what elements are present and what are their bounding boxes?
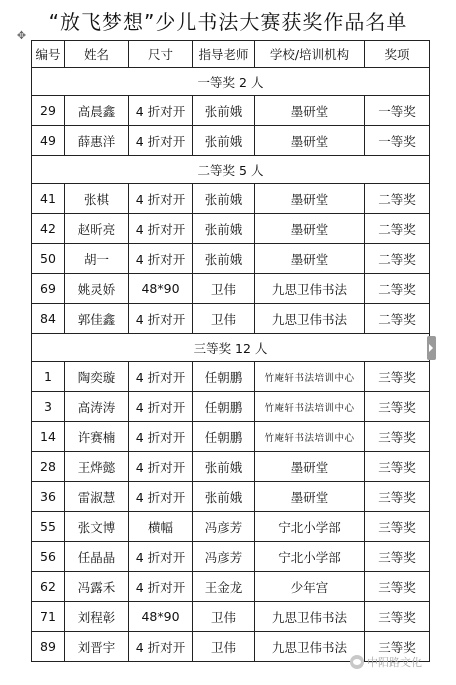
cell-name: 刘晋宇 — [65, 632, 129, 662]
cell-teacher: 张前娥 — [193, 244, 255, 274]
table-row — [32, 602, 430, 632]
cell-name: 刘程彰 — [65, 602, 129, 632]
cell-school: 九思卫伟书法 — [255, 602, 365, 632]
cell-name: 任晶晶 — [65, 542, 129, 572]
cell-id: 28 — [32, 452, 65, 482]
cell-school: 宁北小学部 — [255, 542, 365, 572]
cell-id: 89 — [32, 632, 65, 662]
section-label: 一等奖 2 人 — [32, 68, 430, 96]
cell-teacher: 任朝鹏 — [193, 392, 255, 422]
cell-award: 二等奖 — [365, 304, 430, 334]
cell-id: 1 — [32, 362, 65, 392]
header-id: 编号 — [32, 41, 65, 68]
cell-id: 56 — [32, 542, 65, 572]
cell-teacher: 张前娥 — [193, 452, 255, 482]
cell-teacher: 冯彦芳 — [193, 512, 255, 542]
cell-award: 三等奖 — [365, 422, 430, 452]
cell-size: 4 折对开 — [129, 126, 193, 156]
move-handle-icon[interactable]: ✥ — [16, 29, 27, 42]
table-row — [32, 362, 430, 392]
cell-size: 48*90 — [129, 602, 193, 632]
cell-size: 4 折对开 — [129, 304, 193, 334]
cell-size: 4 折对开 — [129, 482, 193, 512]
cell-teacher: 任朝鹏 — [193, 362, 255, 392]
header-award: 奖项 — [365, 41, 430, 68]
cell-name: 薛惠洋 — [65, 126, 129, 156]
cell-size: 横幅 — [129, 512, 193, 542]
section-row — [32, 68, 430, 96]
cell-id: 50 — [32, 244, 65, 274]
header-size: 尺寸 — [129, 41, 193, 68]
cell-id: 29 — [32, 96, 65, 126]
cell-award: 三等奖 — [365, 542, 430, 572]
cell-award: 二等奖 — [365, 244, 430, 274]
cell-school: 墨研堂 — [255, 96, 365, 126]
cell-teacher: 卫伟 — [193, 274, 255, 304]
cell-award: 一等奖 — [365, 126, 430, 156]
cell-id: 3 — [32, 392, 65, 422]
cell-size: 4 折对开 — [129, 184, 193, 214]
cell-size: 4 折对开 — [129, 632, 193, 662]
cell-teacher: 冯彦芳 — [193, 542, 255, 572]
table-row — [32, 274, 430, 304]
section-label: 二等奖 5 人 — [32, 156, 430, 184]
cell-id: 55 — [32, 512, 65, 542]
watermark — [350, 654, 422, 670]
cell-school: 少年宫 — [255, 572, 365, 602]
table-row — [32, 184, 430, 214]
cell-size: 4 折对开 — [129, 96, 193, 126]
cell-teacher: 张前娥 — [193, 184, 255, 214]
cell-school: 九思卫伟书法 — [255, 632, 365, 662]
cell-award: 一等奖 — [365, 96, 430, 126]
wechat-logo-icon — [350, 655, 364, 669]
cell-name: 高晨鑫 — [65, 96, 129, 126]
cell-size: 4 折对开 — [129, 244, 193, 274]
table-row — [32, 482, 430, 512]
cell-school: 九思卫伟书法 — [255, 304, 365, 334]
table-row — [32, 422, 430, 452]
table-row — [32, 244, 430, 274]
cell-school: 墨研堂 — [255, 452, 365, 482]
cell-school: 九思卫伟书法 — [255, 274, 365, 304]
cell-school: 墨研堂 — [255, 126, 365, 156]
cell-school: 墨研堂 — [255, 214, 365, 244]
cell-id: 36 — [32, 482, 65, 512]
cell-size: 48*90 — [129, 274, 193, 304]
cell-id: 84 — [32, 304, 65, 334]
cell-name: 张文博 — [65, 512, 129, 542]
header-teacher: 指导老师 — [193, 41, 255, 68]
cell-school: 宁北小学部 — [255, 512, 365, 542]
cell-name: 姚灵娇 — [65, 274, 129, 304]
header-row — [32, 41, 430, 68]
cell-teacher: 张前娥 — [193, 482, 255, 512]
cell-size: 4 折对开 — [129, 214, 193, 244]
cell-award: 三等奖 — [365, 362, 430, 392]
cell-teacher: 王金龙 — [193, 572, 255, 602]
table-row — [32, 214, 430, 244]
cell-award: 二等奖 — [365, 214, 430, 244]
watermark-text: 中阳路文化 — [367, 656, 422, 669]
cell-teacher: 张前娥 — [193, 96, 255, 126]
cell-teacher: 张前娥 — [193, 214, 255, 244]
award-table — [31, 40, 430, 662]
table-row — [32, 126, 430, 156]
cell-award: 三等奖 — [365, 572, 430, 602]
cell-size: 4 折对开 — [129, 422, 193, 452]
cell-school: 竹庵轩书法培训中心 — [255, 422, 365, 452]
cell-id: 41 — [32, 184, 65, 214]
cell-size: 4 折对开 — [129, 542, 193, 572]
cell-name: 赵昕亮 — [65, 214, 129, 244]
cell-school: 墨研堂 — [255, 244, 365, 274]
cell-id: 62 — [32, 572, 65, 602]
cell-size: 4 折对开 — [129, 392, 193, 422]
table-row — [32, 392, 430, 422]
cell-teacher: 卫伟 — [193, 304, 255, 334]
arrow-right-icon[interactable] — [427, 336, 436, 360]
section-row — [32, 156, 430, 184]
table-row — [32, 542, 430, 572]
cell-name: 王烨懿 — [65, 452, 129, 482]
cell-award: 二等奖 — [365, 184, 430, 214]
cell-size: 4 折对开 — [129, 572, 193, 602]
award-table-body — [32, 41, 430, 662]
cell-award: 三等奖 — [365, 632, 430, 662]
award-table-container — [31, 40, 430, 662]
cell-name: 冯露禾 — [65, 572, 129, 602]
cell-teacher: 卫伟 — [193, 632, 255, 662]
section-row — [32, 334, 430, 362]
table-row — [32, 96, 430, 126]
cell-award: 二等奖 — [365, 274, 430, 304]
document-title: “放飞梦想”少儿书法大赛获奖作品名单 — [48, 10, 408, 34]
cell-size: 4 折对开 — [129, 452, 193, 482]
cell-id: 42 — [32, 214, 65, 244]
table-row — [32, 452, 430, 482]
cell-name: 雷淑慧 — [65, 482, 129, 512]
table-row — [32, 512, 430, 542]
cell-name: 张棋 — [65, 184, 129, 214]
cell-size: 4 折对开 — [129, 362, 193, 392]
cell-teacher: 卫伟 — [193, 602, 255, 632]
cell-id: 14 — [32, 422, 65, 452]
cell-name: 郭佳鑫 — [65, 304, 129, 334]
cell-name: 胡一 — [65, 244, 129, 274]
cell-id: 69 — [32, 274, 65, 304]
table-row — [32, 572, 430, 602]
table-row — [32, 304, 430, 334]
section-label: 三等奖 12 人 — [32, 334, 430, 362]
cell-award: 三等奖 — [365, 512, 430, 542]
cell-award: 三等奖 — [365, 452, 430, 482]
cell-award: 三等奖 — [365, 482, 430, 512]
cell-award: 三等奖 — [365, 392, 430, 422]
cell-id: 49 — [32, 126, 65, 156]
cell-school: 竹庵轩书法培训中心 — [255, 392, 365, 422]
cell-teacher: 张前娥 — [193, 126, 255, 156]
cell-award: 三等奖 — [365, 602, 430, 632]
cell-school: 墨研堂 — [255, 482, 365, 512]
header-name: 姓名 — [65, 41, 129, 68]
cell-id: 71 — [32, 602, 65, 632]
cell-name: 陶奕璇 — [65, 362, 129, 392]
cell-name: 许赛楠 — [65, 422, 129, 452]
cell-school: 墨研堂 — [255, 184, 365, 214]
cell-teacher: 任朝鹏 — [193, 422, 255, 452]
cell-school: 竹庵轩书法培训中心 — [255, 362, 365, 392]
header-school: 学校/培训机构 — [255, 41, 365, 68]
cell-name: 高涛涛 — [65, 392, 129, 422]
